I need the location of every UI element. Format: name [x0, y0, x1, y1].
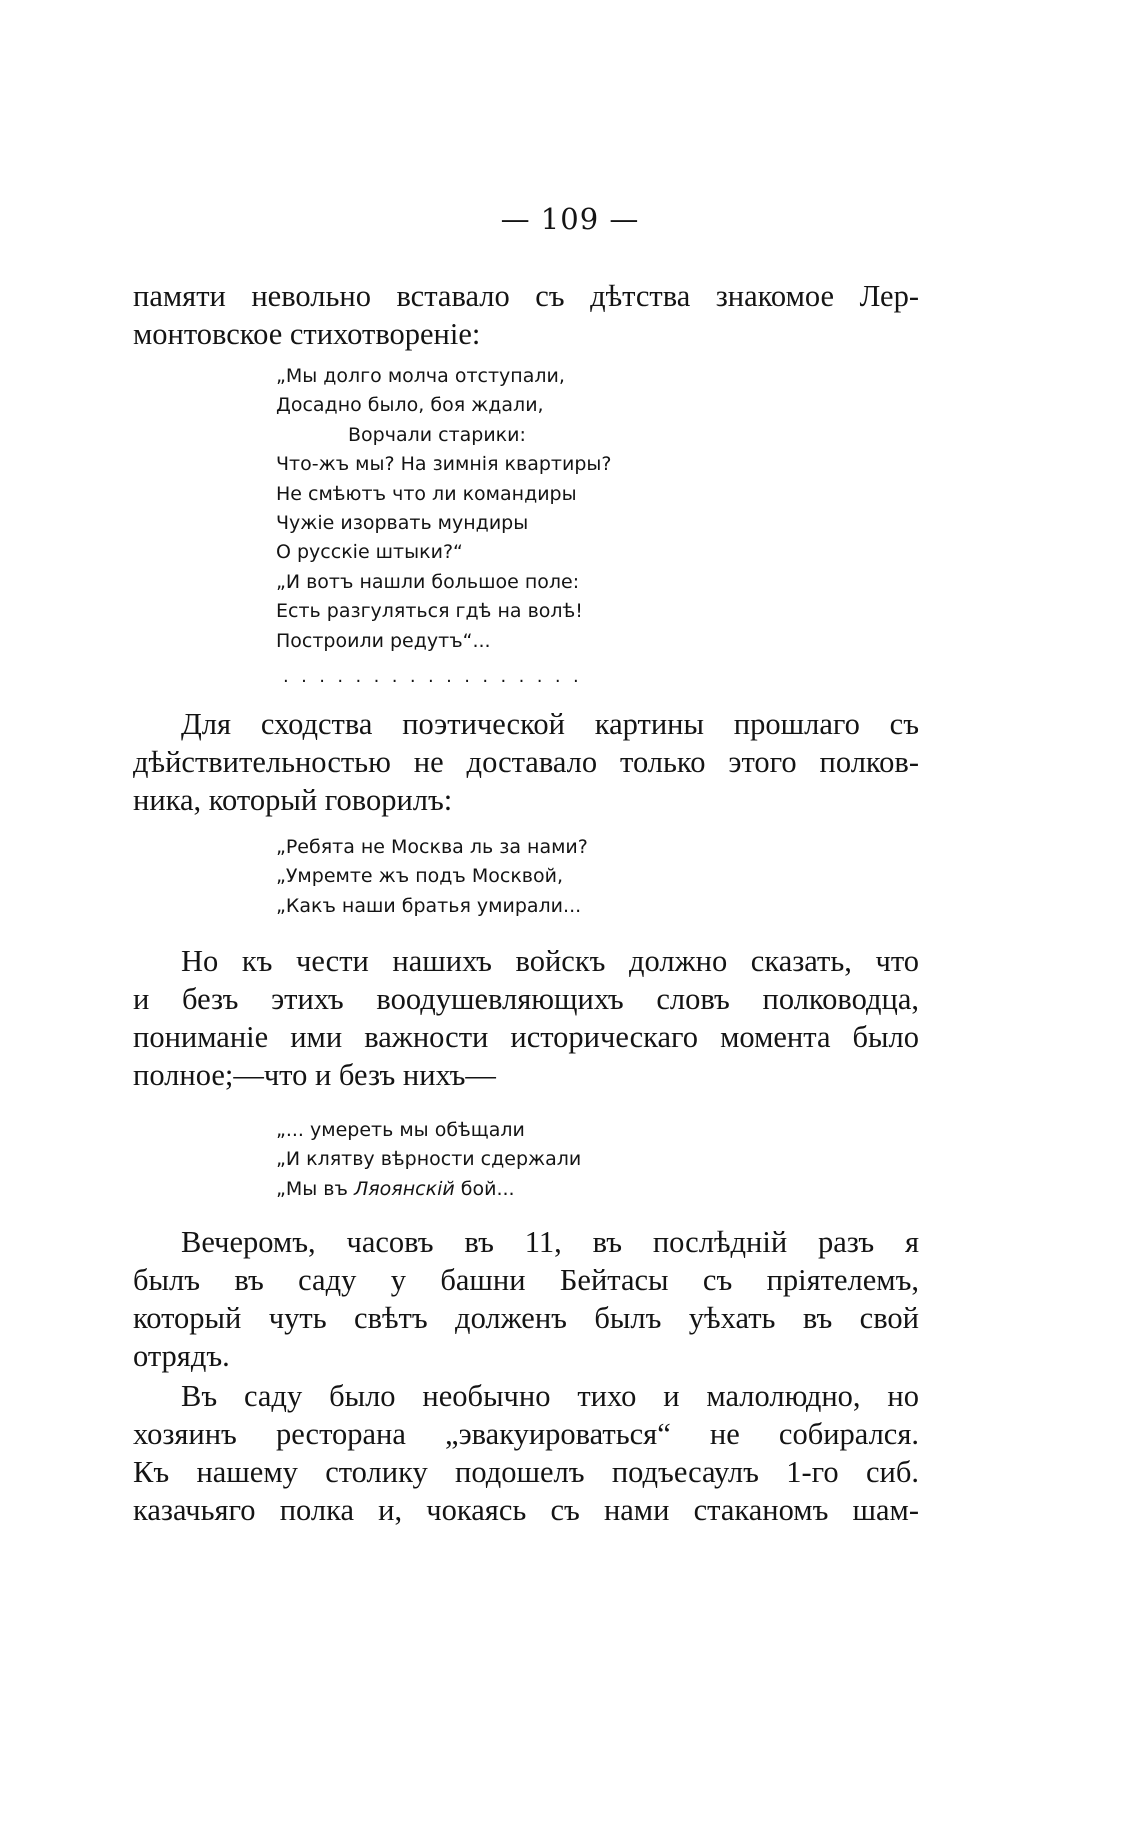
verse-block-2: [276, 833, 588, 921]
verse-line: „Умремте жъ подъ Москвой,: [276, 865, 564, 888]
text-line: Но къ чести нашихъ войскъ должно сказать, что: [181, 944, 919, 978]
verse-line: Построили редутъ“...: [276, 629, 491, 652]
verse-line: „И клятву вѣрности сдержали: [276, 1148, 582, 1171]
paragraph-1: [133, 277, 919, 353]
verse-fragment: бой...: [460, 1177, 515, 1200]
text-line: ника, который говорилъ:: [133, 783, 453, 817]
verse-line: Чужіе изорвать мундиры: [276, 512, 529, 535]
text-line: памяти невольно вставало съ дѣтства знакомое Лер-: [133, 279, 919, 313]
verse-line: „Ребята не Москва ль за нами?: [276, 836, 588, 858]
text-line: Вечеромъ, часовъ въ 11, въ послѣдній разъ я: [181, 1225, 919, 1259]
verse-line: Что-жъ мы? На зимнія квартиры?: [276, 453, 612, 476]
verse-block-3: [276, 1116, 581, 1204]
verse-ellipsis: .................: [283, 666, 592, 687]
text-line: Для сходства поэтической картины прошлаго съ: [181, 707, 919, 741]
verse-line: [276, 1175, 581, 1204]
text-line: который чуть свѣтъ долженъ былъ уѣхать въ свой: [133, 1301, 919, 1335]
verse-line: Досадно было, боя ждали,: [276, 394, 544, 417]
verse-line: „... умереть мы обѣщали: [276, 1119, 525, 1141]
verse-block-1: [276, 362, 611, 656]
verse-line: О русскіе штыки?“: [276, 541, 463, 564]
verse-line: Ворчали старики:: [348, 423, 526, 446]
text-line: хозяинъ ресторана „эвакуироваться“ не собирался.: [133, 1417, 919, 1451]
verse-line: „Мы долго молча отступали,: [276, 365, 565, 387]
paragraph-4: [133, 1223, 919, 1375]
text-line: полное;—что и безъ нихъ—: [133, 1058, 496, 1092]
verse-fragment: „Мы въ: [276, 1177, 348, 1200]
text-line: отрядъ.: [133, 1339, 230, 1373]
text-line: казачьяго полка и, чокаясь съ нами стаканомъ шам-: [133, 1493, 919, 1527]
verse-place-name: Ляоянскій: [353, 1177, 455, 1200]
text-line: и безъ этихъ воодушевляющихъ словъ полководца,: [133, 982, 919, 1016]
verse-line: „И вотъ нашли большое поле:: [276, 570, 580, 593]
verse-line: Есть разгуляться гдѣ на волѣ!: [276, 600, 583, 623]
verse-line: Не смѣютъ что ли командиры: [276, 482, 577, 505]
verse-line: „Какъ наши братья умирали...: [276, 894, 582, 917]
page-number: — 109 —: [500, 202, 640, 236]
text-line: былъ въ саду у башни Бейтасы съ пріятелемъ,: [133, 1263, 919, 1297]
text-line: монтовское стихотвореніе:: [133, 317, 481, 351]
paragraph-3: [133, 942, 919, 1094]
text-line: Къ нашему столику подошелъ подъесаулъ 1-го сиб.: [133, 1455, 919, 1489]
text-line: пониманіе ими важности историческаго момента было: [133, 1020, 919, 1054]
text-line: дѣйствительностью не доставало только этого полков-: [133, 745, 919, 779]
paragraph-2: [133, 705, 919, 819]
text-line: Въ саду было необычно тихо и малолюдно, но: [181, 1379, 919, 1413]
paragraph-5: [133, 1377, 919, 1529]
